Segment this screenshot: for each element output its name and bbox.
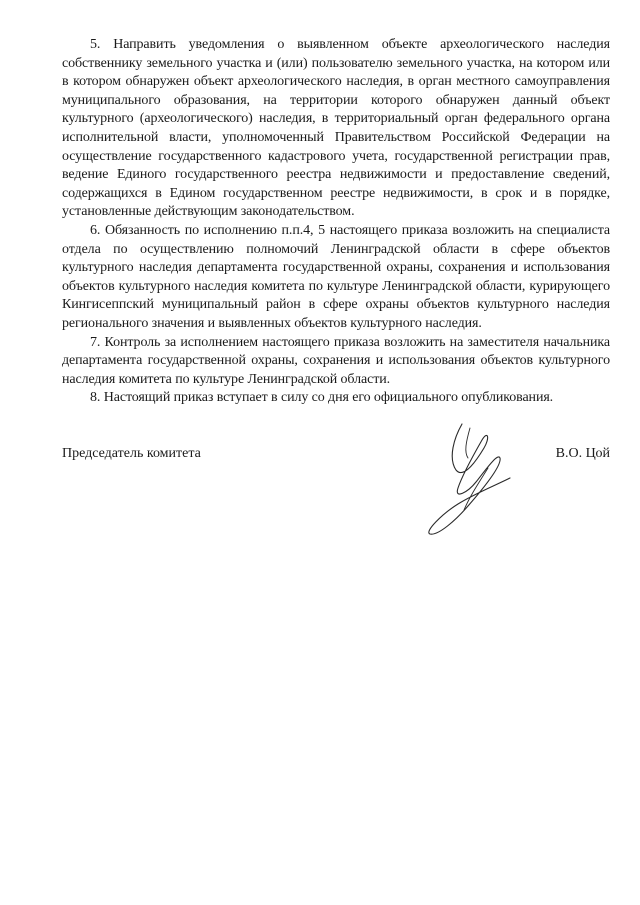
document-body [62,36,610,408]
paragraph-8: 8. Настоящий приказ вступает в силу со дня его официального опубликования. [90,390,554,406]
paragraph-6: 6. Обязанность по исполнению п.п.4, 5 настоящего приказа возложить на специалиста отдела по осуществлению полномочий Ленинградской области в сфере объектов культурного наследия департамента государственной охраны, сохранения и использования объектов культурного наследия комитета по культуре Ленинградской области, курирующего Кингисеппский муниципальный район в сфере охраны объектов культурного наследия регионального значения и выявленных объектов культурного наследия. [62,222,610,331]
paragraph-7: 7. Контроль за исполнением настоящего приказа возложить на заместителя начальника департамента государственной охраны, сохранения и использования объектов культурного наследия комитета по культуре Ленинградской области. [62,334,610,387]
handwritten-signature-icon [418,418,528,540]
paragraph-5: 5. Направить уведомления о выявленном объекте археологического наследия собственнику земельного участка и (или) пользователю земельного участка, на котором или в котором обнаружен объект археологического наследия, в орган местного самоуправления муниципального образования, на территории которого обнаружен данный объект культурного (археологического) наследия, в территориальный орган федерального органа исполнительной власти, уполномоченный Правительством Российской Федерации на осуществление государственного кадастрового учета, государственной регистрации прав, ведение Единого государственного реестра недвижимости и предоставление сведений, содержащихся в Едином государственном реестре недвижимости, в срок и в порядке, установленные действующим законодательством. [62,37,610,220]
signatory-name: В.О. Цой [555,446,610,461]
signatory-title: Председатель комитета [62,446,201,461]
